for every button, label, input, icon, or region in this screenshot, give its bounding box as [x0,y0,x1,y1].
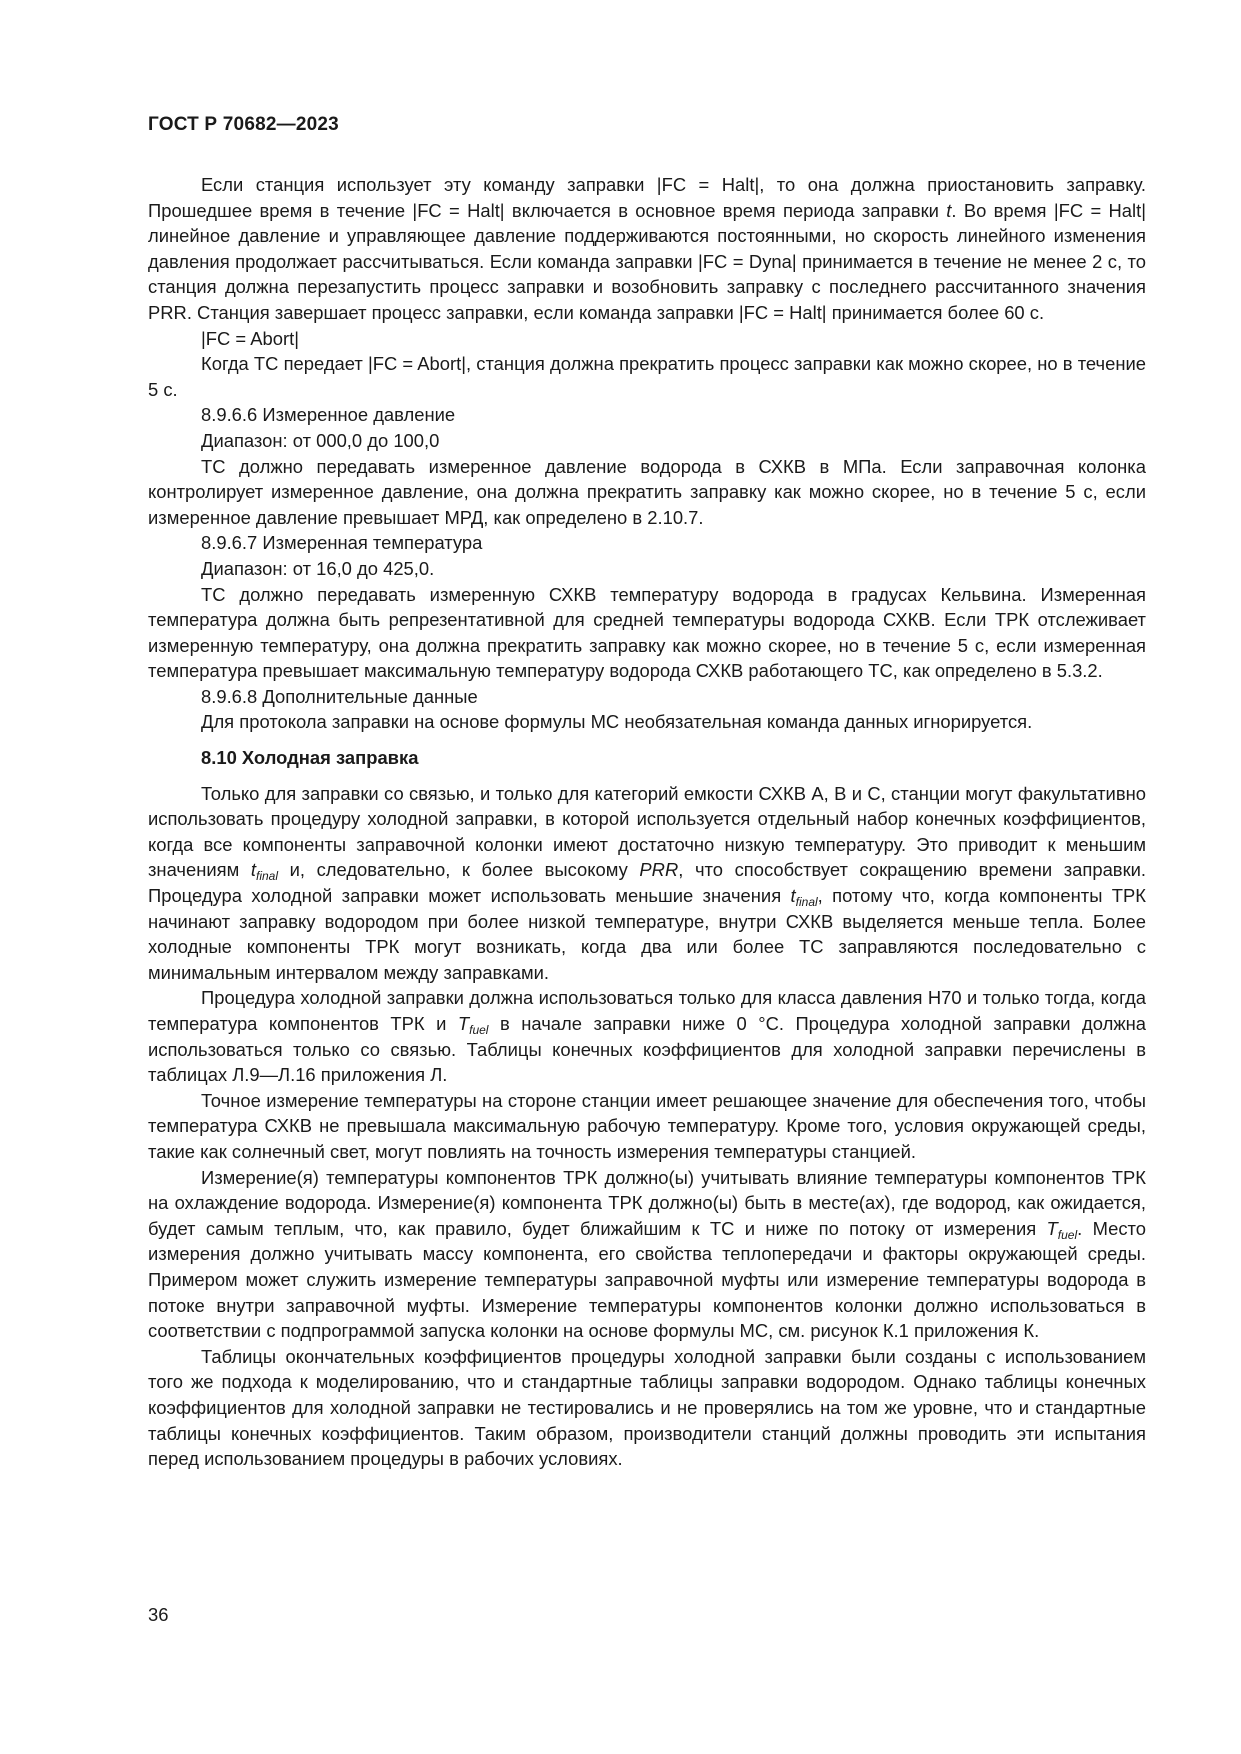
paragraph-measured-temperature: ТС должно передавать измеренную СХКВ температуру водорода в градусах Кельвина. Измеренная температура должна быть репрезентативной для средней температуры водорода СХКВ. Если ТРК отслеживает измеренную температуру, она должна прекратить заправку как можно скорее, но в течение 5 с, если измеренная температура превышает максимальную температуру водорода СХКВ работающего ТС, как определено в 5.3.2. [148,583,1146,682]
section-8-9-6-7-heading: 8.9.6.7 Измеренная температура [201,532,483,554]
temperature-range: Диапазон: от 16,0 до 425,0. [201,557,435,579]
page-number: 36 [148,1604,169,1625]
section-8-9-6-6-heading: 8.9.6.6 Измеренное давление [201,404,456,426]
fc-abort-label: |FC = Abort| [201,327,299,349]
pressure-range: Диапазон: от 000,0 до 100,0 [201,429,440,451]
paragraph-measured-pressure: ТС должно передавать измеренное давление водорода в СХКВ в МПа. Если заправочная колонка контролирует измеренное давление, она должна прекратить заправку как можно скорее, но в течение 5 с, если измеренное давление превышает МРД, как определено в 2.10.7. [148,455,1146,528]
paragraph-cold-fill-h70: Процедура холодной заправки должна использоваться только для класса давления H70 и только тогда, когда температура компонентов ТРК и $T_{fuel}$ в начале заправки ниже 0 °C. Процедура холодной заправки должна использоваться только со связью. Таблицы конечных коэффициентов для холодной заправки перечислены в таблицах Л.9—Л.16 приложения Л. [148,987,1147,1086]
paragraph-coefficient-tables: Таблицы окончательных коэффициентов процедуры холодной заправки были созданы с использованием того же подхода к моделированию, что и стандартные таблицы заправки водородом. Однако таблицы конечных коэффициентов для холодной заправки не тестировались и не проверялись на том же уровне, что и стандартные таблицы конечных коэффициентов. Таким образом, производители станций должны проводить эти испытания перед использованием процедуры в рабочих условиях. [148,1345,1146,1470]
section-8-9-6-8-heading: 8.9.6.8 Дополнительные данные [201,685,478,707]
paragraph-additional-data: Для протокола заправки на основе формулы МС необязательная команда данных игнорируется. [201,711,1033,733]
paragraph-fc-halt: Если станция использует эту команду заправки |FC = Halt|, то она должна приостановить заправку. Прошедшее время в течение |FC = Halt| включается в основное время периода заправки t. Во время |FC = Halt| линейное давление и управляющее давление поддерживаются постоянными, но скорость линейного изменения давления продолжает рассчитываться. Если команда заправки |FC = Dyna| принимается в течение не менее 2 с, то станция должна перезапустить процесс заправки и возобновить заправку с последнего рассчитанного значения PRR. Станция завершает процесс заправки, если команда заправки |FC = Halt| принимается более 60 с. [148,174,1146,323]
paragraph-component-measurement: Измерение(я) температуры компонентов ТРК должно(ы) учитывать влияние температуры компонентов ТРК на охлаждение водорода. Измерение(я) компонента ТРК должно(ы) быть в месте(ах), где водород, как ожидается, будет самым теплым, что, как правило, будет ближайшим к ТС и ниже по потоку от измерения $T_{fuel}$. Место измерения должно учитывать массу компонента, его свойства теплопередачи и факторы окружающей среды. Примером может служить измерение температуры заправочной муфты или измерение температуры водорода в потоке внутри заправочной муфты. Измерение температуры компонентов колонки должно использоваться в соответствии с подпрограммой запуска колонки на основе формулы МС, см. рисунок К.1 приложения К. [148,1166,1146,1342]
paragraph-cold-fill-intro: Только для заправки со связью, и только для категорий емкости СХКВ A, B и C, станции могут факультативно использовать процедуру холодной заправки, в которой используется отдельный набор конечных коэффициентов, когда все компоненты заправочной колонки имеют достаточно низкую температуру. Это приводит к меньшим значениям $t_{final}$ и, следовательно, к более высокому PRR, что способствует сокращению времени заправки. Процедура холодной заправки может использовать меньшие значения $t_{final}$, потому что, когда компоненты ТРК начинают заправку водородом при более низкой температуре, внутри СХКВ выделяется меньше тепла. Более холодные компоненты ТРК могут возникать, когда два или более ТС заправляются последовательно с минимальным интервалом между заправками. [148,782,1147,983]
paragraph-station-measurement: Точное измерение температуры на стороне станции имеет решающее значение для обеспечения того, чтобы температура СХКВ не превышала максимальную рабочую температуру. Кроме того, условия окружающей среды, такие как солнечный свет, могут повлиять на точность измерения температуры станцией. [148,1089,1146,1162]
section-8-10-heading: 8.10 Холодная заправка [201,747,419,769]
paragraph-fc-abort: Когда ТС передает |FC = Abort|, станция должна прекратить процесс заправки как можно скорее, но в течение 5 с. [148,353,1146,400]
document-code-header: ГОСТ Р 70682—2023 [148,114,339,135]
document-body [148,172,1146,1472]
